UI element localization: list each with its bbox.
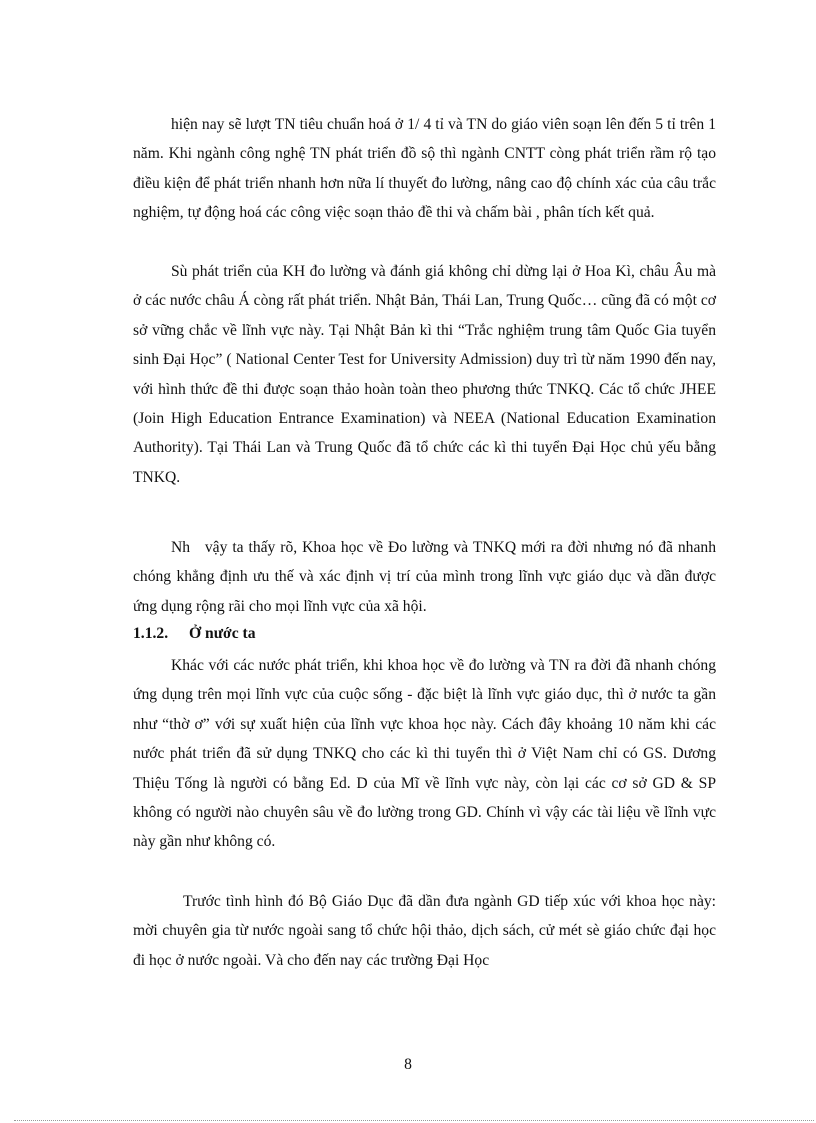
page-bottom-divider	[14, 1120, 814, 1121]
paragraph-summary: Nh vậy ta thấy rõ, Khoa học về Đo lường và TNKQ mới ra đời nhưng nó đã nhanh chóng khẳng định ưu thế và xác định vị trí của mình trong lĩnh vực giáo dục và dần được ứng dụng rộng rãi cho mọi lĩnh vực của xã hội.	[133, 539, 720, 615]
paragraph-continued: hiện nay sẽ lượt TN tiêu chuẩn hoá ở 1/ 4 tỉ và TN do giáo viên soạn lên đến 5 tỉ trên 1 năm. Khi ngành công nghệ TN phát triển đồ sộ thì ngành CNTT còng phát triển rầm rộ tạo điều kiện để phát triển nhanh hơn nữa lí thuyết đo lường, nâng cao độ chính xác của câu trắc nghiệm, tự động hoá các công việc soạn thảo đề thi và chấm bài , phân tích kết quả.	[133, 116, 716, 222]
paragraph-ministry-response: Trước tình hình đó Bộ Giáo Dục đã dần đưa ngành GD tiếp xúc với khoa học này: mời chuyên gia từ nước ngoài sang tổ chức hội thảo, dịch sách, cử mét sè giáo chức đại học đi học ở nước ngoài. Và cho đến nay các trường Đại Học	[133, 893, 716, 969]
paragraph-vietnam-situation: Khác với các nước phát triển, khi khoa học về đo lường và TN ra đời đã nhanh chóng ứng dụng trên mọi lĩnh vực của cuộc sống - đặc biệt là lĩnh vực giáo dục, thì ở nước ta gần như “thờ ơ” với sự xuất hiện của lĩnh vực khoa học này. Cách đây khoảng 10 năm khi các nước phát triển đã sử dụng TNKQ cho các kì thi tuyển thì ở Việt Nam chỉ có GS. Dương Thiệu Tống là người có bằng Ed. D của Mĩ về lĩnh vực này, còn lại các cơ sở GD & SP không có người nào chuyên sâu về đo lường trong GD. Chính vì vậy các tài liệu về lĩnh vực này gần như không có.	[133, 657, 716, 851]
paragraph-development-abroad: Sù phát triển của KH đo lường và đánh giá không chỉ dừng lại ở Hoa Kì, châu Âu mà ở các nước châu Á còng rất phát triển. Nhật Bản, Thái Lan, Trung Quốc… cũng đã có một cơ sở vững chắc về lĩnh vực này. Tại Nhật Bản kì thi “Trắc nghiệm trung tâm Quốc Gia tuyển sinh Đại Học” ( National Center Test for University Admission) duy trì từ năm 1990 đến nay, với hình thức đề thi được soạn thảo hoàn toàn theo phương thức TNKQ. Các tổ chức JHEE (Join High Education Entrance Examination) và NEEA (National Education Examination Authority). Tại Thái Lan và Trung Quốc đã tổ chức các kì thi tuyển Đại Học chủ yếu bằng TNKQ.	[133, 263, 716, 486]
section-number: 1.1.2.	[133, 625, 169, 642]
section-title: Ở nước ta	[189, 625, 256, 642]
page-number: 8	[404, 1056, 412, 1073]
section-heading	[133, 621, 256, 647]
